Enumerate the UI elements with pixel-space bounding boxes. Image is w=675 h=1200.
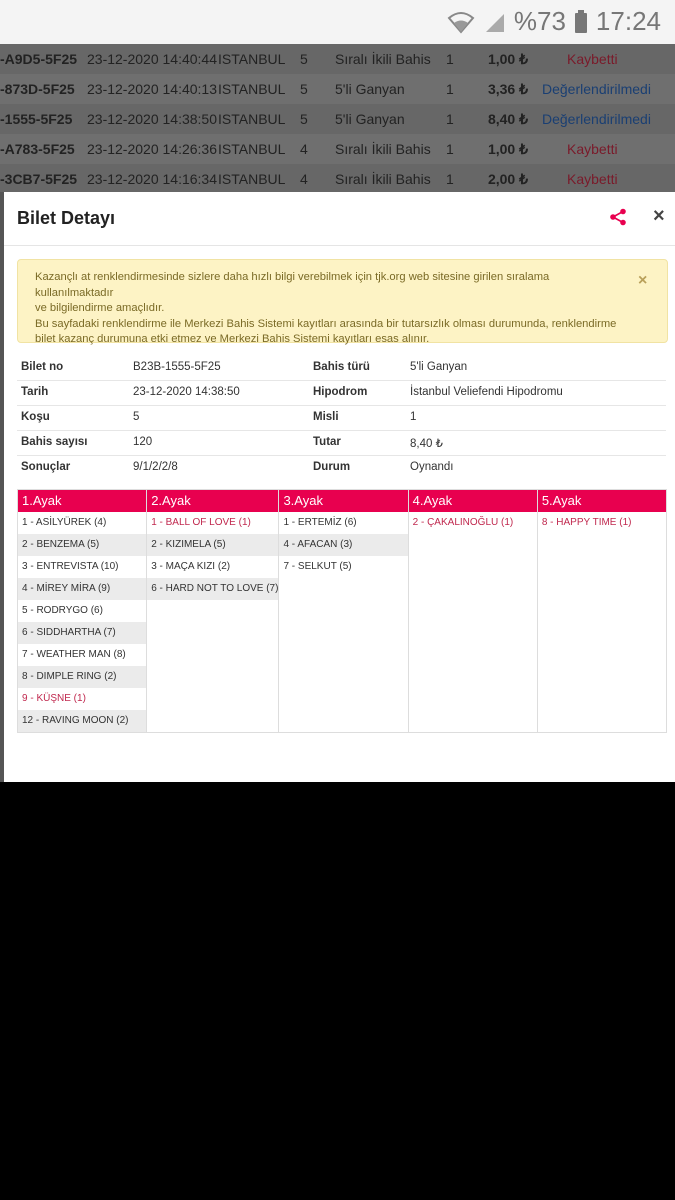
detail-value: 23-12-2020 14:38:50: [133, 386, 240, 398]
status-bar: [0, 0, 675, 44]
coupon-status: Kaybetti: [567, 141, 618, 157]
alert-line: Kazançlı at renklendirmesinde sizlere daha hızlı bilgi verebilmek için tjk.org web sitesine girilen sıralama kullanılmaktadır: [35, 271, 550, 299]
detail-value: 120: [133, 436, 153, 448]
detail-value: 1: [410, 411, 417, 423]
coupon-status: Değerlendirilmedi: [542, 81, 651, 97]
horse-item: 1 - ERTEMİZ (6): [283, 517, 357, 528]
detail-value: 5'li Ganyan: [410, 361, 468, 373]
alert-line: bilet kazanç durumuna etki etmez ve Merkezi Bahis Sistemi kayıtları esas alınır.: [35, 333, 430, 345]
horse-item: 6 - SIDDHARTHA (7): [18, 622, 146, 644]
coupon-city: ISTANBUL: [218, 141, 286, 157]
coupon-date: 23-12-2020 14:40:13: [87, 81, 217, 97]
leg-column: [538, 489, 667, 733]
coupon-bet-type: Sıralı İkili Bahis: [335, 141, 431, 157]
table-row[interactable]: [0, 44, 675, 74]
coupon-multiplier: 1: [446, 111, 454, 127]
coupon-multiplier: 1: [446, 141, 454, 157]
info-alert: [17, 259, 668, 343]
coupon-id: -873D-5F25: [0, 81, 75, 97]
detail-row: [17, 356, 666, 380]
horse-item: 1 - BALL OF LOVE (1): [151, 517, 251, 528]
leg-column: [147, 489, 279, 733]
horse-item: 2 - KIZIMELA (5): [147, 534, 278, 556]
horse-item: 3 - ENTREVISTA (10): [22, 561, 119, 572]
detail-value: B23B-1555-5F25: [133, 361, 221, 373]
detail-label: Hipodrom: [313, 386, 368, 398]
coupon-id: -1555-5F25: [0, 111, 73, 127]
leg-title: 1.Ayak: [18, 490, 146, 512]
detail-row: [17, 405, 666, 430]
status-icons: [446, 6, 661, 37]
leg-column: [17, 489, 147, 733]
coupon-id: -3CB7-5F25: [0, 171, 78, 187]
coupon-race: 5: [300, 111, 308, 127]
close-icon[interactable]: ×: [653, 205, 665, 227]
coupon-id: -A783-5F25: [0, 141, 75, 157]
horse-item: 9 - KÜŞNE (1): [22, 693, 86, 704]
detail-row: [17, 455, 666, 480]
coupon-status: Kaybetti: [567, 171, 618, 187]
detail-label: Bilet no: [21, 361, 64, 373]
ticket-details-table: [17, 356, 666, 480]
coupon-race: 5: [300, 51, 308, 67]
table-row[interactable]: [0, 164, 675, 192]
detail-label: Bahis sayısı: [21, 436, 88, 448]
detail-label: Sonuçlar: [21, 461, 71, 473]
detail-value: 5: [133, 411, 140, 423]
legs-grid: [17, 489, 667, 732]
horse-item: 1 - ASİLYÜREK (4): [22, 517, 107, 528]
detail-row: [17, 430, 666, 455]
leg-title: 3.Ayak: [279, 490, 407, 512]
battery-icon: [574, 10, 588, 34]
detail-label: Koşu: [21, 411, 50, 423]
coupon-city: ISTANBUL: [218, 51, 286, 67]
leg-column: [409, 489, 538, 733]
coupon-date: 23-12-2020 14:16:34: [87, 171, 217, 187]
detail-value: 8,40 ₺: [410, 438, 443, 450]
coupon-status: Kaybetti: [567, 51, 618, 67]
coupon-amount: 3,36 ₺: [487, 81, 528, 97]
leg-title: 5.Ayak: [538, 490, 666, 512]
detail-value: İstanbul Veliefendi Hipodromu: [410, 386, 563, 398]
coupon-city: ISTANBUL: [218, 81, 286, 97]
coupon-city: ISTANBUL: [218, 171, 286, 187]
ticket-detail-modal: [4, 192, 675, 782]
coupon-amount: 2,00 ₺: [487, 171, 528, 187]
horse-item: 7 - WEATHER MAN (8): [22, 649, 126, 660]
alert-line: Bu sayfadaki renklendirme ile Merkezi Bahis Sistemi kayıtları arasında bir tutarsızlık olması durumunda, renklendirme: [35, 317, 617, 330]
alert-line: ve bilgilendirme amaçlıdır.: [35, 302, 165, 314]
detail-label: Misli: [313, 411, 339, 423]
coupon-amount: 8,40 ₺: [487, 111, 528, 127]
alert-close-icon[interactable]: ×: [638, 272, 648, 289]
signal-icon: [484, 11, 506, 33]
table-row[interactable]: [0, 104, 675, 134]
horse-item: 4 - AFACAN (3): [279, 534, 407, 556]
clock: 17:24: [595, 6, 661, 36]
coupon-status: Değerlendirilmedi: [542, 111, 651, 127]
coupon-multiplier: 1: [446, 81, 454, 97]
horse-item: 3 - MAÇA KIZI (2): [151, 561, 231, 572]
coupon-city: ISTANBUL: [218, 111, 286, 127]
detail-row: [17, 380, 666, 405]
coupon-multiplier: 1: [446, 171, 454, 187]
coupon-bet-type: Sıralı İkili Bahis: [335, 51, 431, 67]
coupon-list-table: [0, 44, 675, 192]
alert-text: [35, 270, 625, 348]
horse-item: 6 - HARD NOT TO LOVE (7): [147, 578, 278, 600]
modal-header: [4, 192, 675, 246]
detail-label: Durum: [313, 461, 351, 473]
coupon-race: 4: [300, 141, 308, 157]
wifi-icon: [446, 10, 476, 34]
detail-value: Oynandı: [410, 461, 454, 473]
horse-item: 7 - SELKUT (5): [283, 561, 352, 572]
leg-title: 2.Ayak: [147, 490, 278, 512]
leg-title: 4.Ayak: [409, 490, 537, 512]
horse-item: 12 - RAVING MOON (2): [18, 710, 146, 732]
battery-text: %73: [513, 6, 566, 36]
coupon-bet-type: 5'li Ganyan: [335, 111, 405, 127]
coupon-date: 23-12-2020 14:26:36: [87, 141, 217, 157]
horse-item: 2 - ÇAKALINOĞLU (1): [412, 517, 514, 528]
horse-item: 5 - RODRYGO (6): [22, 605, 103, 616]
leg-column: [279, 489, 408, 733]
coupon-date: 23-12-2020 14:40:44: [87, 51, 217, 67]
coupon-bet-type: Sıralı İkili Bahis: [335, 171, 431, 187]
detail-label: Bahis türü: [313, 361, 370, 373]
horse-item: 8 - DIMPLE RING (2): [18, 666, 146, 688]
share-icon[interactable]: [609, 208, 627, 226]
detail-label: Tutar: [313, 436, 341, 448]
coupon-amount: 1,00 ₺: [487, 51, 528, 67]
horse-item: 2 - BENZEMA (5): [18, 534, 146, 556]
detail-label: Tarih: [21, 386, 49, 398]
horse-item: 8 - HAPPY TIME (1): [541, 517, 632, 528]
coupon-race: 5: [300, 81, 308, 97]
horse-item: 4 - MİREY MİRA (9): [18, 578, 146, 600]
modal-title: Bilet Detayı: [17, 208, 116, 228]
coupon-id: -A9D5-5F25: [0, 51, 78, 67]
coupon-amount: 1,00 ₺: [487, 141, 528, 157]
table-row[interactable]: [0, 74, 675, 104]
coupon-bet-type: 5'li Ganyan: [335, 81, 405, 97]
coupon-multiplier: 1: [446, 51, 454, 67]
coupon-date: 23-12-2020 14:38:50: [87, 111, 217, 127]
table-row[interactable]: [0, 134, 675, 164]
detail-value: 9/1/2/2/8: [133, 461, 178, 473]
coupon-race: 4: [300, 171, 308, 187]
